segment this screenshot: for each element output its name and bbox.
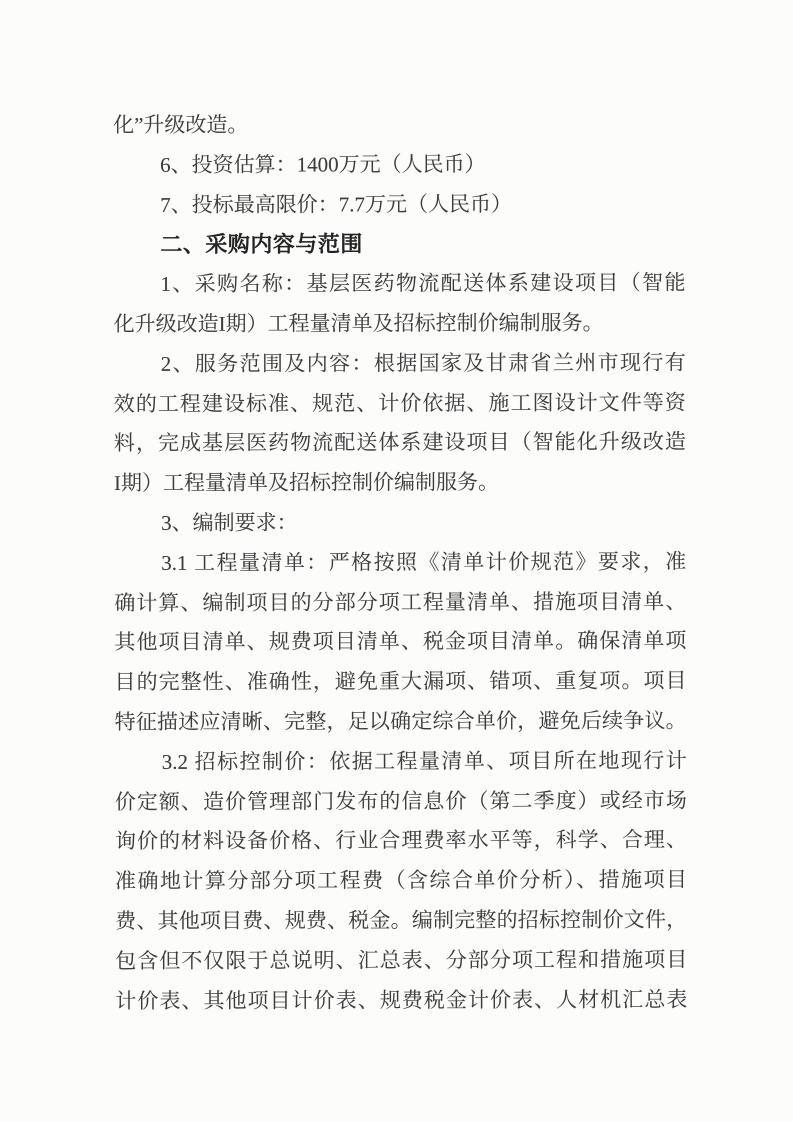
text-line: 包含但不仅限于总说明、汇总表、分部分项工程和措施项目	[115, 947, 688, 973]
text-line: 3.2 招标控制价：依据工程量清单、项目所在地现行计	[161, 748, 687, 774]
text-line: 特征描述应清晰、完整，足以确定综合单价，避免后续争议。	[114, 708, 687, 734]
text-line: 1、采购名称：基层医药物流配送体系建设项目（智能	[160, 270, 686, 297]
text-line: 化升级改造I期）工程量清单及招标控制价编制服务。	[113, 310, 604, 336]
text-line: 价定额、造价管理部门发布的信息价（第二季度）或经市场	[114, 788, 687, 814]
text-line: 计价表、其他项目计价表、规费税金计价表、人材机汇总表	[115, 987, 688, 1013]
text-line: 询价的材料设备价格、行业合理费率水平等，科学、合理、	[114, 827, 687, 854]
text-line: 目的完整性、准确性，避免重大漏项、错项、重复项。项目	[114, 668, 687, 695]
text-line: 费、其他项目费、规费、税金。编制完整的招标控制价文件，	[115, 907, 688, 933]
document-text-block	[113, 105, 687, 1022]
text-line: I期）工程量清单及招标控制价编制服务。	[113, 470, 500, 496]
text-line: 其他项目清单、规费项目清单、税金项目清单。确保清单项	[114, 628, 687, 655]
text-line: 3、编制要求：	[161, 510, 298, 535]
text-line: 2、服务范围及内容：根据国家及甘肃省兰州市现行有	[160, 350, 686, 376]
text-line: 7、投标最高限价：7.7万元（人民币）	[160, 191, 513, 217]
text-line: 6、投资估算：1400万元（人民币）	[160, 151, 486, 177]
text-line: 化”升级改造。	[113, 112, 249, 137]
text-line: 3.1 工程量清单：严格按照《清单计价规范》要求，准	[161, 549, 687, 575]
text-line: 准确地计算分部分项工程费（含综合单价分析）、措施项目	[114, 867, 688, 894]
section-heading: 二、采购内容与范围	[160, 231, 363, 258]
text-line: 料，完成基层医药物流配送体系建设项目（智能化升级改造	[113, 429, 686, 456]
text-line: 确计算、编制项目的分部分项工程量清单、措施项目清单、	[114, 589, 687, 615]
text-line: 效的工程建设标准、规范、计价依据、施工图设计文件等资	[113, 390, 686, 416]
